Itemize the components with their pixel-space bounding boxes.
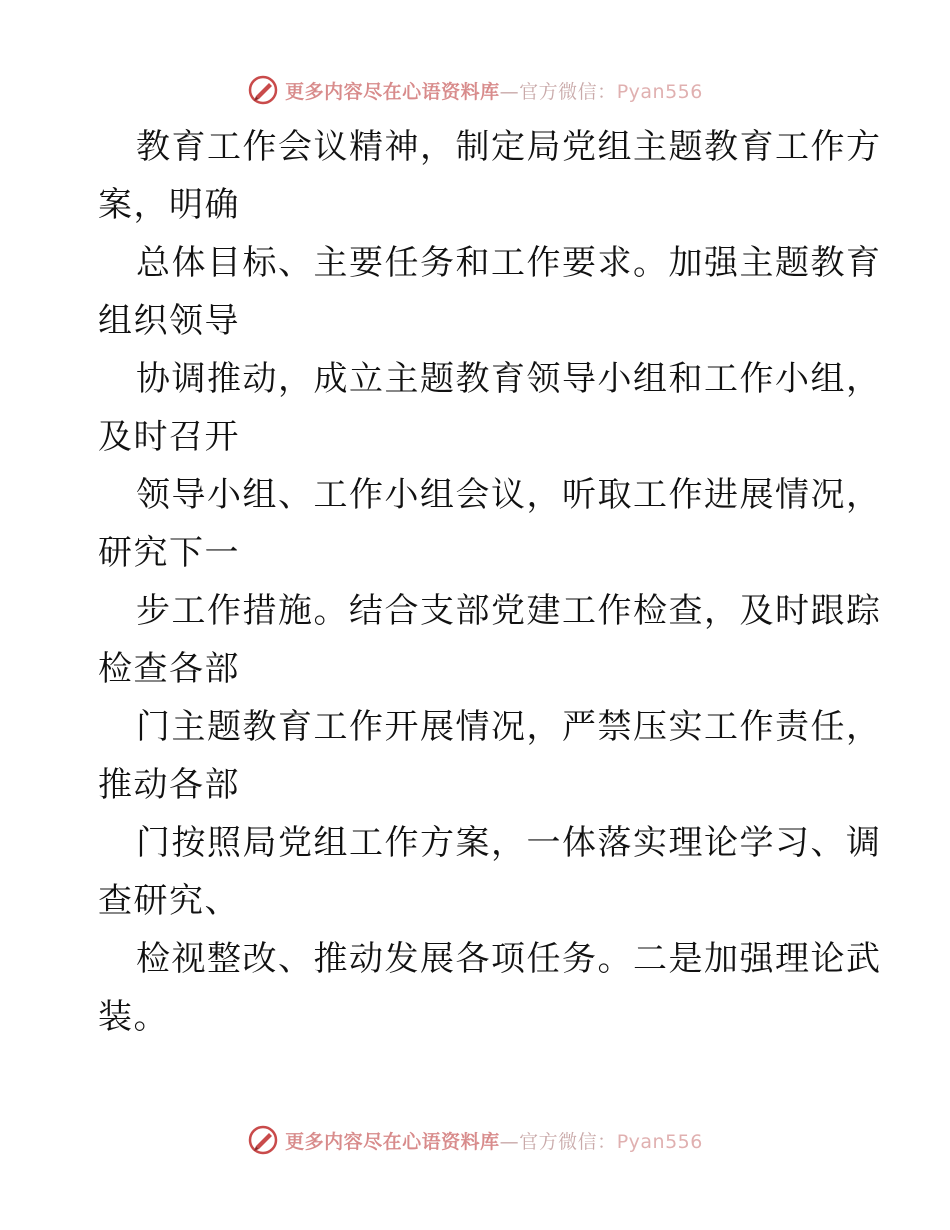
text-line: 检视整改、推动发展各项任务。二是加强理论武 xyxy=(136,939,882,979)
text-line: 案，明确 xyxy=(98,185,240,225)
text-line: 教育工作会议精神，制定局党组主题教育工作方 xyxy=(136,127,882,167)
text-line: 门按照局党组工作方案，一体落实理论学习、调 xyxy=(136,823,882,863)
text-line: 领导小组、工作小组会议，听取工作进展情况， xyxy=(136,475,882,515)
text-line: 检查各部 xyxy=(98,649,240,689)
watermark-id: Pyan556 xyxy=(616,80,703,103)
pen-logo-icon xyxy=(247,1124,279,1156)
text-line: 协调推动，成立主题教育领导小组和工作小组， xyxy=(136,359,882,399)
text-line: 查研究、 xyxy=(98,881,240,921)
text-line: 及时召开 xyxy=(98,417,240,457)
watermark-brand: 更多内容尽在心语资料库 xyxy=(285,80,500,103)
watermark-contact: 官方微信： xyxy=(519,1130,617,1153)
watermark-brand: 更多内容尽在心语资料库 xyxy=(285,1130,500,1153)
text-line: 步工作措施。结合支部党建工作检查，及时跟踪 xyxy=(136,591,882,631)
watermark-text xyxy=(285,1127,703,1154)
text-line: 装。 xyxy=(98,997,169,1037)
text-line: 门主题教育工作开展情况，严禁压实工作责任， xyxy=(136,707,882,747)
watermark-id: Pyan556 xyxy=(616,1130,703,1153)
text-line: 研究下一 xyxy=(98,533,240,573)
watermark-text xyxy=(285,77,703,104)
text-line: 推动各部 xyxy=(98,765,240,805)
footer-watermark xyxy=(0,1120,950,1160)
watermark-separator: — xyxy=(499,1130,520,1153)
text-line: 总体目标、主要任务和工作要求。加强主题教育 xyxy=(136,243,882,283)
header-watermark xyxy=(0,70,950,110)
watermark-contact: 官方微信： xyxy=(519,80,617,103)
document-body xyxy=(98,118,882,1046)
pen-logo-icon xyxy=(247,74,279,106)
text-line: 组织领导 xyxy=(98,301,240,341)
watermark-separator: — xyxy=(499,80,520,103)
